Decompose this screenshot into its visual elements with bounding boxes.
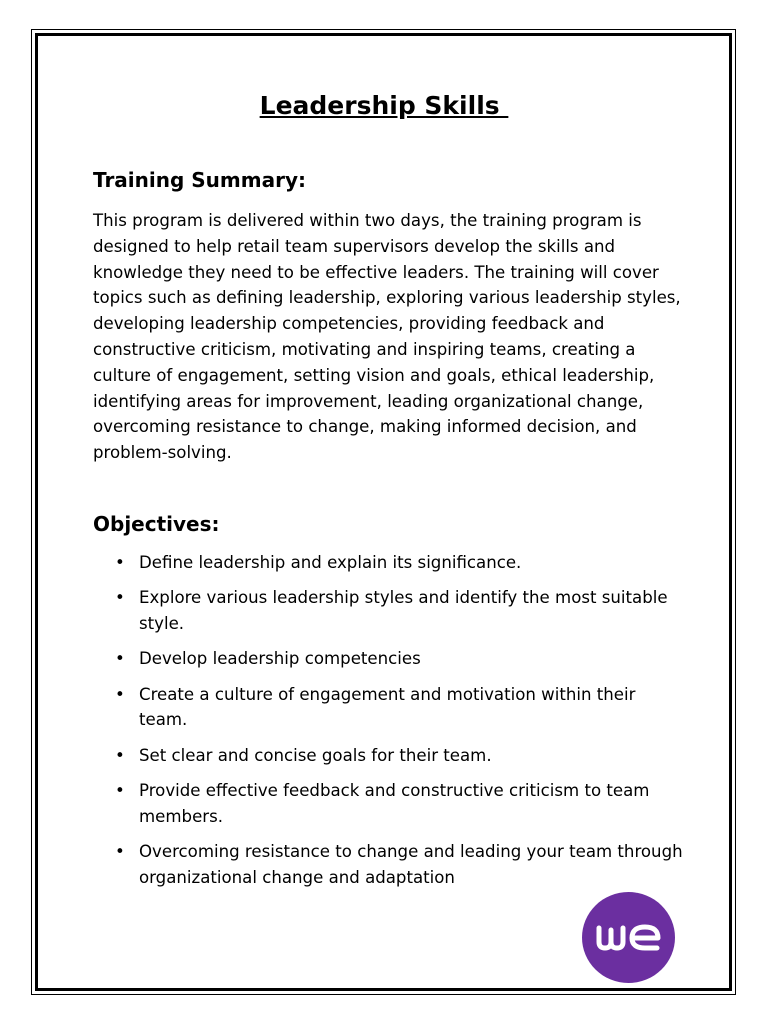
bullet-icon: • xyxy=(115,745,125,765)
bullet-icon: • xyxy=(115,842,125,862)
objective-text: Explore various leadership styles and identify the most suitable style. xyxy=(139,588,668,634)
bullet-icon: • xyxy=(115,781,125,801)
bullet-icon: • xyxy=(115,649,125,669)
objective-text: Define leadership and explain its significance. xyxy=(139,553,522,572)
objectives-list xyxy=(0,550,768,900)
objective-item xyxy=(0,682,687,734)
objective-text: Develop leadership competencies xyxy=(139,649,421,669)
objective-item xyxy=(0,550,687,576)
training-summary-text: This program is delivered within two days, the training program is designed to help retail team supervisors develop the skills and knowledge they need to be effective leaders. The training will cover topics such as defining leadership, exploring various leadership styles, developing leadership competencies, providing feedback and constructive criticism, motivating and inspiring teams, creating a culture of engagement, setting vision and goals, ethical leadership, identifying areas for improvement, leading organizational change, overcoming resistance to change, making informed decision, and problem-solving. xyxy=(93,211,681,463)
objective-text: Provide effective feedback and constructive criticism to team members. xyxy=(139,781,650,826)
objectives-heading: Objectives: xyxy=(93,512,220,536)
objective-text: Set clear and concise goals for their team. xyxy=(139,745,492,765)
objective-item xyxy=(0,778,687,830)
objective-text: Overcoming resistance to change and leading your team through organizational change and adaptation xyxy=(139,842,683,887)
objective-item xyxy=(0,646,687,672)
bullet-icon: • xyxy=(115,553,125,572)
objective-item xyxy=(0,743,687,769)
bullet-icon: • xyxy=(115,588,125,608)
we-logo-icon xyxy=(582,892,675,983)
objective-text: Create a culture of engagement and motivation within their team. xyxy=(139,684,636,730)
bullet-icon: • xyxy=(115,684,125,704)
logo-circle xyxy=(582,892,675,983)
training-summary-heading: Training Summary: xyxy=(93,168,306,192)
objective-item xyxy=(0,839,687,891)
objective-item xyxy=(0,585,687,637)
document-title: Leadership Skills xyxy=(259,91,509,120)
